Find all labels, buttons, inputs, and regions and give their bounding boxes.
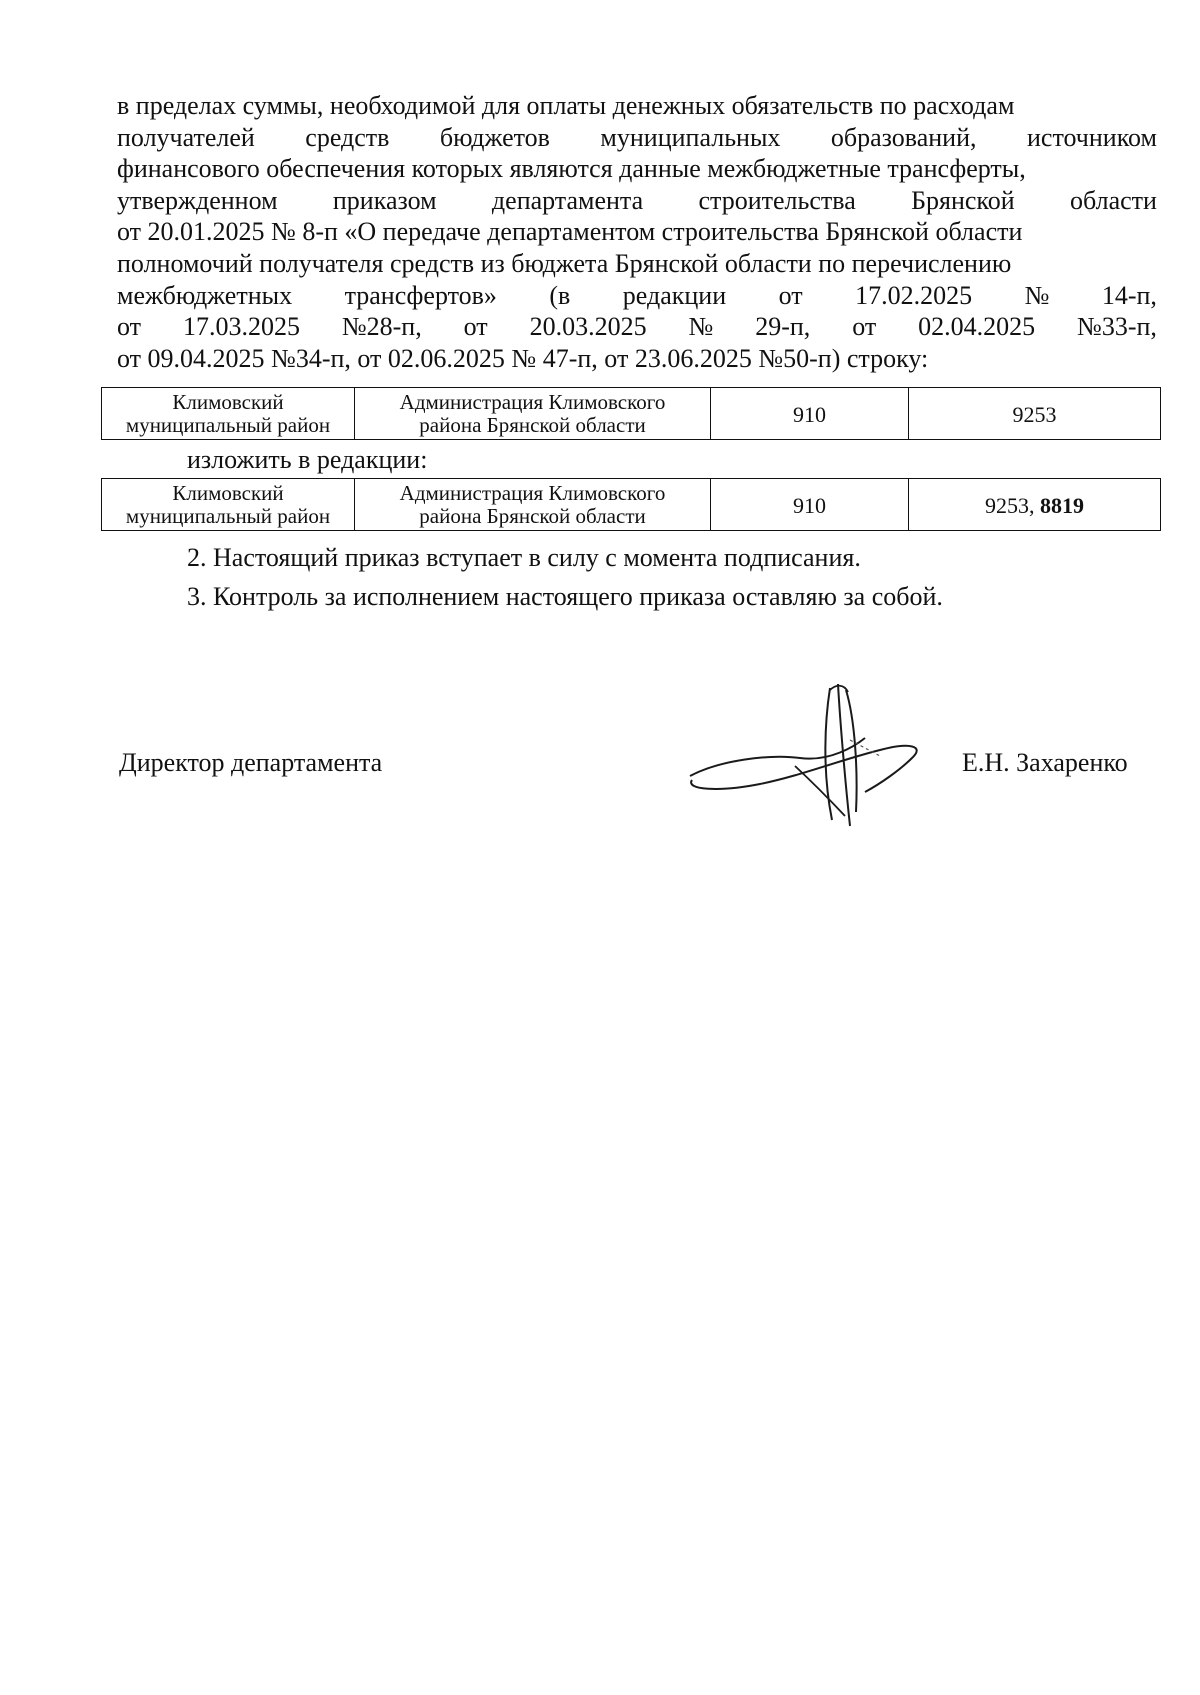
paragraph-line: полномочий получателя средств из бюджета Брянской области по перечислению [117,248,1012,278]
admin-cell [355,388,711,440]
paragraph-line [117,122,1157,154]
paragraph-word: 02.04.2025 [918,312,1036,342]
paragraph-line [117,280,1157,312]
paragraph-line [117,311,1157,343]
paragraph-word: получателей [117,122,255,152]
admin-line1: Администрация Климовского [399,481,666,505]
paragraph-word: Брянской [911,185,1015,215]
paragraph-word: 17.02.2025 [855,280,973,310]
admin-line2: района Брянской области [419,413,646,437]
paragraph-word: 17.03.2025 [182,312,300,342]
value-cell: 9253 [909,388,1161,440]
code-cell: 910 [711,479,909,531]
admin-line2: района Брянской области [419,504,646,528]
paragraph-word: № [688,312,714,342]
paragraph-word: № [1024,280,1050,310]
admin-cell [355,479,711,531]
table-row [102,479,1161,531]
paragraph-word: строительства [698,185,856,215]
paragraph-word: образований, [830,122,977,152]
signatory-position: Директор департамента [119,748,383,777]
paragraph-word: от [463,312,488,342]
district-line2: муниципальный район [125,504,331,528]
paragraph-word: бюджетов [439,122,550,152]
paragraph-word: №33-п, [1077,312,1157,342]
value-bold: 8819 [1040,492,1084,518]
paragraph-word: от [778,280,803,310]
paragraph-word: редакции [622,280,727,310]
paragraph-word: департамента [491,185,644,215]
paragraph-line: в пределах суммы, необходимой для оплаты денежных обязательств по расходам [117,91,1015,120]
paragraph-word: 29-п, [755,312,811,342]
body-paragraph [117,90,1157,374]
paragraph-word: (в [549,280,571,310]
paragraph-word: межбюджетных [117,280,293,310]
paragraph-word: приказом [332,185,437,215]
paragraph-word: от [852,312,877,342]
table-new-row [101,478,1161,531]
paragraph-word: от [117,312,142,342]
paragraph-word: муниципальных [600,122,781,152]
paragraph-line: от 09.04.2025 №34-п, от 02.06.2025 № 47-п, от 23.06.2025 №50-п) строку: [117,343,929,373]
table-old-row [101,387,1161,440]
district-line1: Климовский [172,481,284,505]
paragraph-word: утвержденном [117,185,278,215]
value-cell [909,479,1161,531]
paragraph-word: №28-п, [341,312,422,342]
paragraph-line [117,185,1157,217]
paragraph-word: области [1070,185,1157,215]
signatory-name: Е.Н. Захаренко [962,748,1128,777]
admin-line1: Администрация Климовского [399,390,666,414]
paragraph-line: финансового обеспечения которых являются данные межбюджетные трансферты, [117,154,1026,184]
paragraph-line: от 20.01.2025 № 8-п «О передаче департаментом строительства Брянской области [117,217,1023,247]
item-3: 3. Контроль за исполнением настоящего приказа оставляю за собой. [187,582,943,611]
paragraph-word: трансфертов» [344,280,497,310]
redaction-label: изложить в редакции: [187,445,428,474]
handwritten-signature [680,680,940,830]
paragraph-word: источником [1026,122,1157,152]
code-cell: 910 [711,388,909,440]
district-line2: муниципальный район [125,413,331,437]
paragraph-word: 20.03.2025 [529,312,647,342]
paragraph-word: средств [305,122,390,152]
table-row [102,388,1161,440]
value-plain: 9253, [985,492,1040,518]
paragraph-word: 14-п, [1101,280,1157,310]
district-cell [102,388,355,440]
district-cell [102,479,355,531]
district-line1: Климовский [172,390,284,414]
item-2: 2. Настоящий приказ вступает в силу с момента подписания. [187,543,861,572]
